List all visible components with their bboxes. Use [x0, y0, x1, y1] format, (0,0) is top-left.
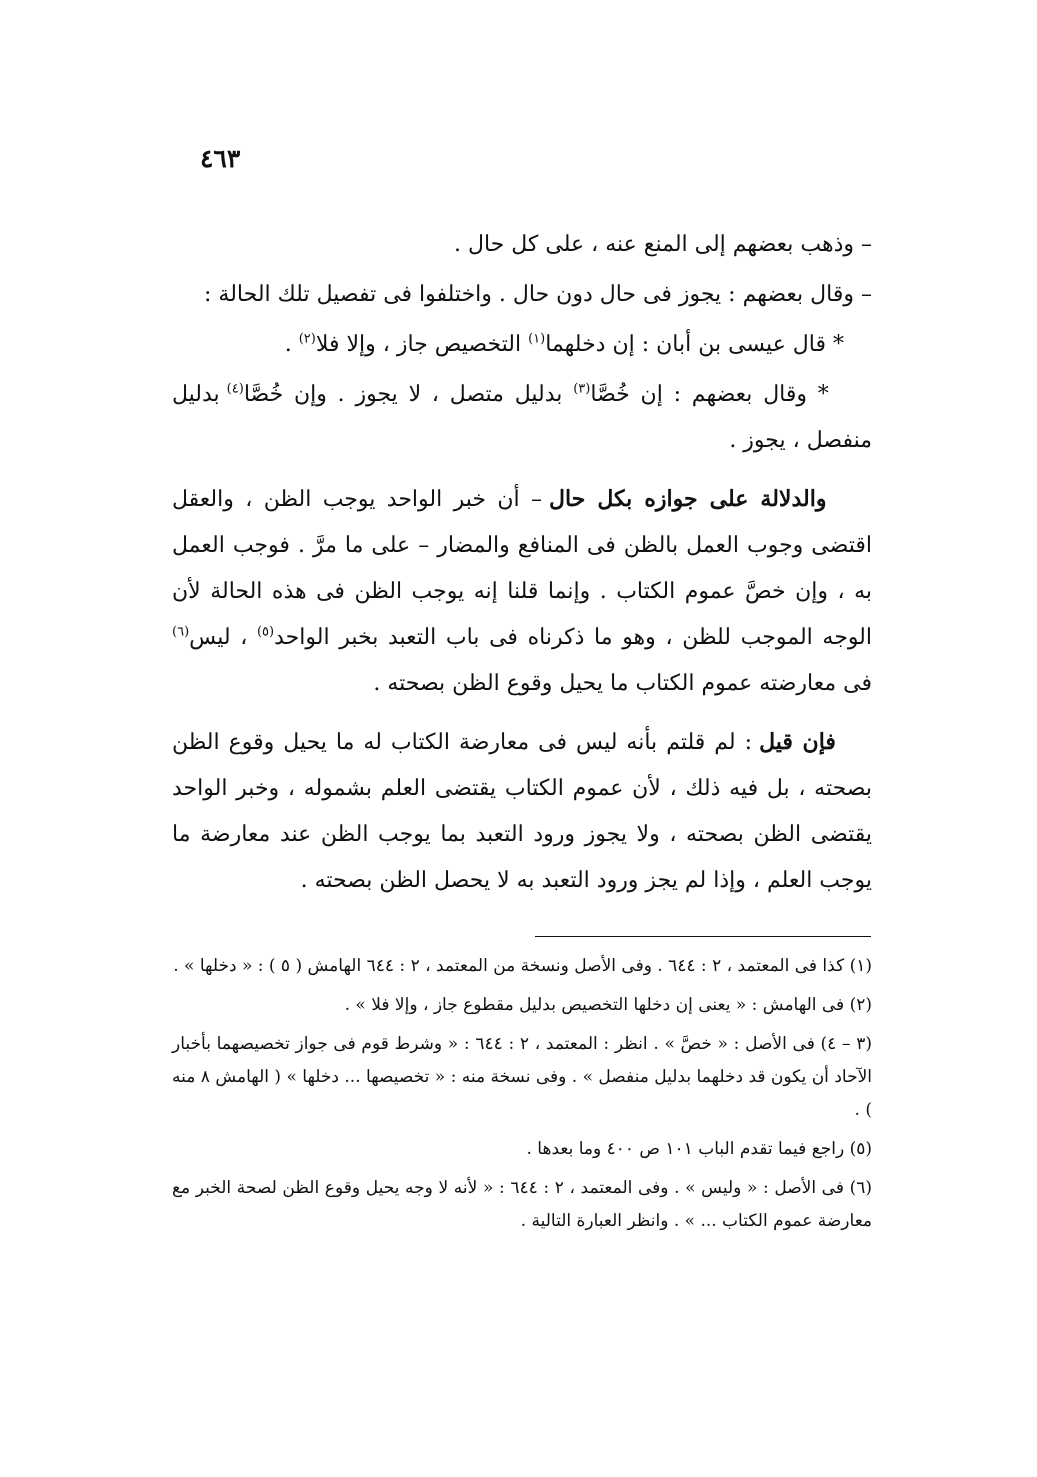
paragraph-5-text-a: – أن خبر الواحد يوجب الظن ، والعقل اقتضى وجوب العمل بالظن فى المنافع والمضار – على ما مرَّ . فوجب العمل به ، وإن خصَّ عموم الكتاب . وإنما قلنا إنه يوجب الظن فى هذه الحالة لأن الوجه الموجب للظن ، وهو ما ذكرناه فى باب التعبد بخبر الواحد	[172, 487, 872, 650]
paragraph-3-text-a: * قال عيسى بن أبان : إن دخلهما	[545, 332, 845, 357]
footnote-ref-1: (١)	[528, 331, 546, 347]
paragraph-5	[172, 476, 872, 707]
footnote-5: (٥) راجع فيما تقدم الباب ١٠١ ص ٤٠٠ وما بعدها .	[526, 1139, 872, 1159]
footnote-1: (١) كذا فى المعتمد ، ٢ : ٦٤٤ . وفى الأصل ونسخة من المعتمد ، ٢ : ٦٤٤ الهامش ( ٥ ) : « دخلها » .	[173, 956, 872, 976]
footnote-ref-6: (٦)	[172, 624, 190, 640]
footnote-3-4: (٣ – ٤) فى الأصل : « خصَّ » . انظر : المعتمد ، ٢ : ٦٤٤ : « وشرط قوم فى جواز تخصيصهما بأخبار الآحاد أن يكون قد دخلهما بدليل منفصل » . وفى نسخة منه : « تخصيصها ... دخلها » ( الهامش ٨ منه ) .	[172, 1034, 872, 1120]
paragraph-4-text-b: بدليل متصل ، لا يجوز . وإن خُصَّا	[243, 382, 574, 407]
paragraph-6	[172, 719, 872, 904]
paragraph-5-text-c: فى معارضته عموم الكتاب ما يحيل وقوع الظن بصحته .	[373, 671, 872, 696]
paragraph-2: – وقال بعضهم : يجوز فى حال دون حال . واختلفوا فى تفصيل تلك الحالة :	[204, 282, 872, 307]
footnote-2: (٢) فى الهامش : « يعنى إن دخلها التخصيص بدليل مقطوع جاز ، وإلا فلا » .	[344, 995, 872, 1015]
footnote-divider	[535, 936, 871, 937]
paragraph-5-lead: والدلالة على جوازه بكل حال	[549, 486, 827, 512]
footnote-ref-3: (٣)	[573, 381, 591, 397]
footnotes	[172, 950, 872, 1244]
footnote-ref-4: (٤)	[226, 381, 244, 397]
footnote-ref-5: (٥)	[256, 624, 275, 640]
paragraph-3	[172, 322, 872, 368]
footnote-ref-2: (٢)	[298, 331, 316, 347]
paragraph-4	[172, 372, 872, 464]
paragraph-4-text-a: * وقال بعضهم : إن خُصَّا	[590, 382, 829, 407]
page-number: ٤٦٣	[200, 144, 241, 173]
paragraph-4-text-c: بدليل منفصل ، يجوز .	[172, 382, 872, 453]
paragraph-6-text: : لم قلتم بأنه ليس فى معارضة الكتاب له ما يحيل وقوع الظن بصحته ، بل فيه ذلك ، لأن عموم الكتاب يقتضى العلم بشموله ، وخبر الواحد يقتضى الظن بصحته ، ولا يجوز ورود التعبد بما يوجب الظن عند معارضة ما يوجب العلم ، وإذا لم يجز ورود التعبد به لا يحصل الظن بصحته .	[172, 730, 873, 893]
footnote-6: (٦) فى الأصل : « وليس » . وفى المعتمد ، ٢ : ٦٤٤ : « لأنه لا وجه يحيل وقوع الظن لصحة الخبر مع معارضة عموم الكتاب ... » . وانظر العبارة التالية .	[172, 1178, 872, 1231]
main-text	[172, 222, 872, 904]
paragraph-1: – وذهب بعضهم إلى المنع عنه ، على كل حال .	[453, 232, 872, 257]
paragraph-5-text-b: ، ليس	[189, 625, 257, 650]
paragraph-6-lead: فإن قيل	[759, 729, 836, 755]
paragraph-3-text-c: .	[284, 332, 299, 357]
paragraph-3-text-b: التخصيص جاز ، وإلا فلا	[315, 332, 529, 357]
